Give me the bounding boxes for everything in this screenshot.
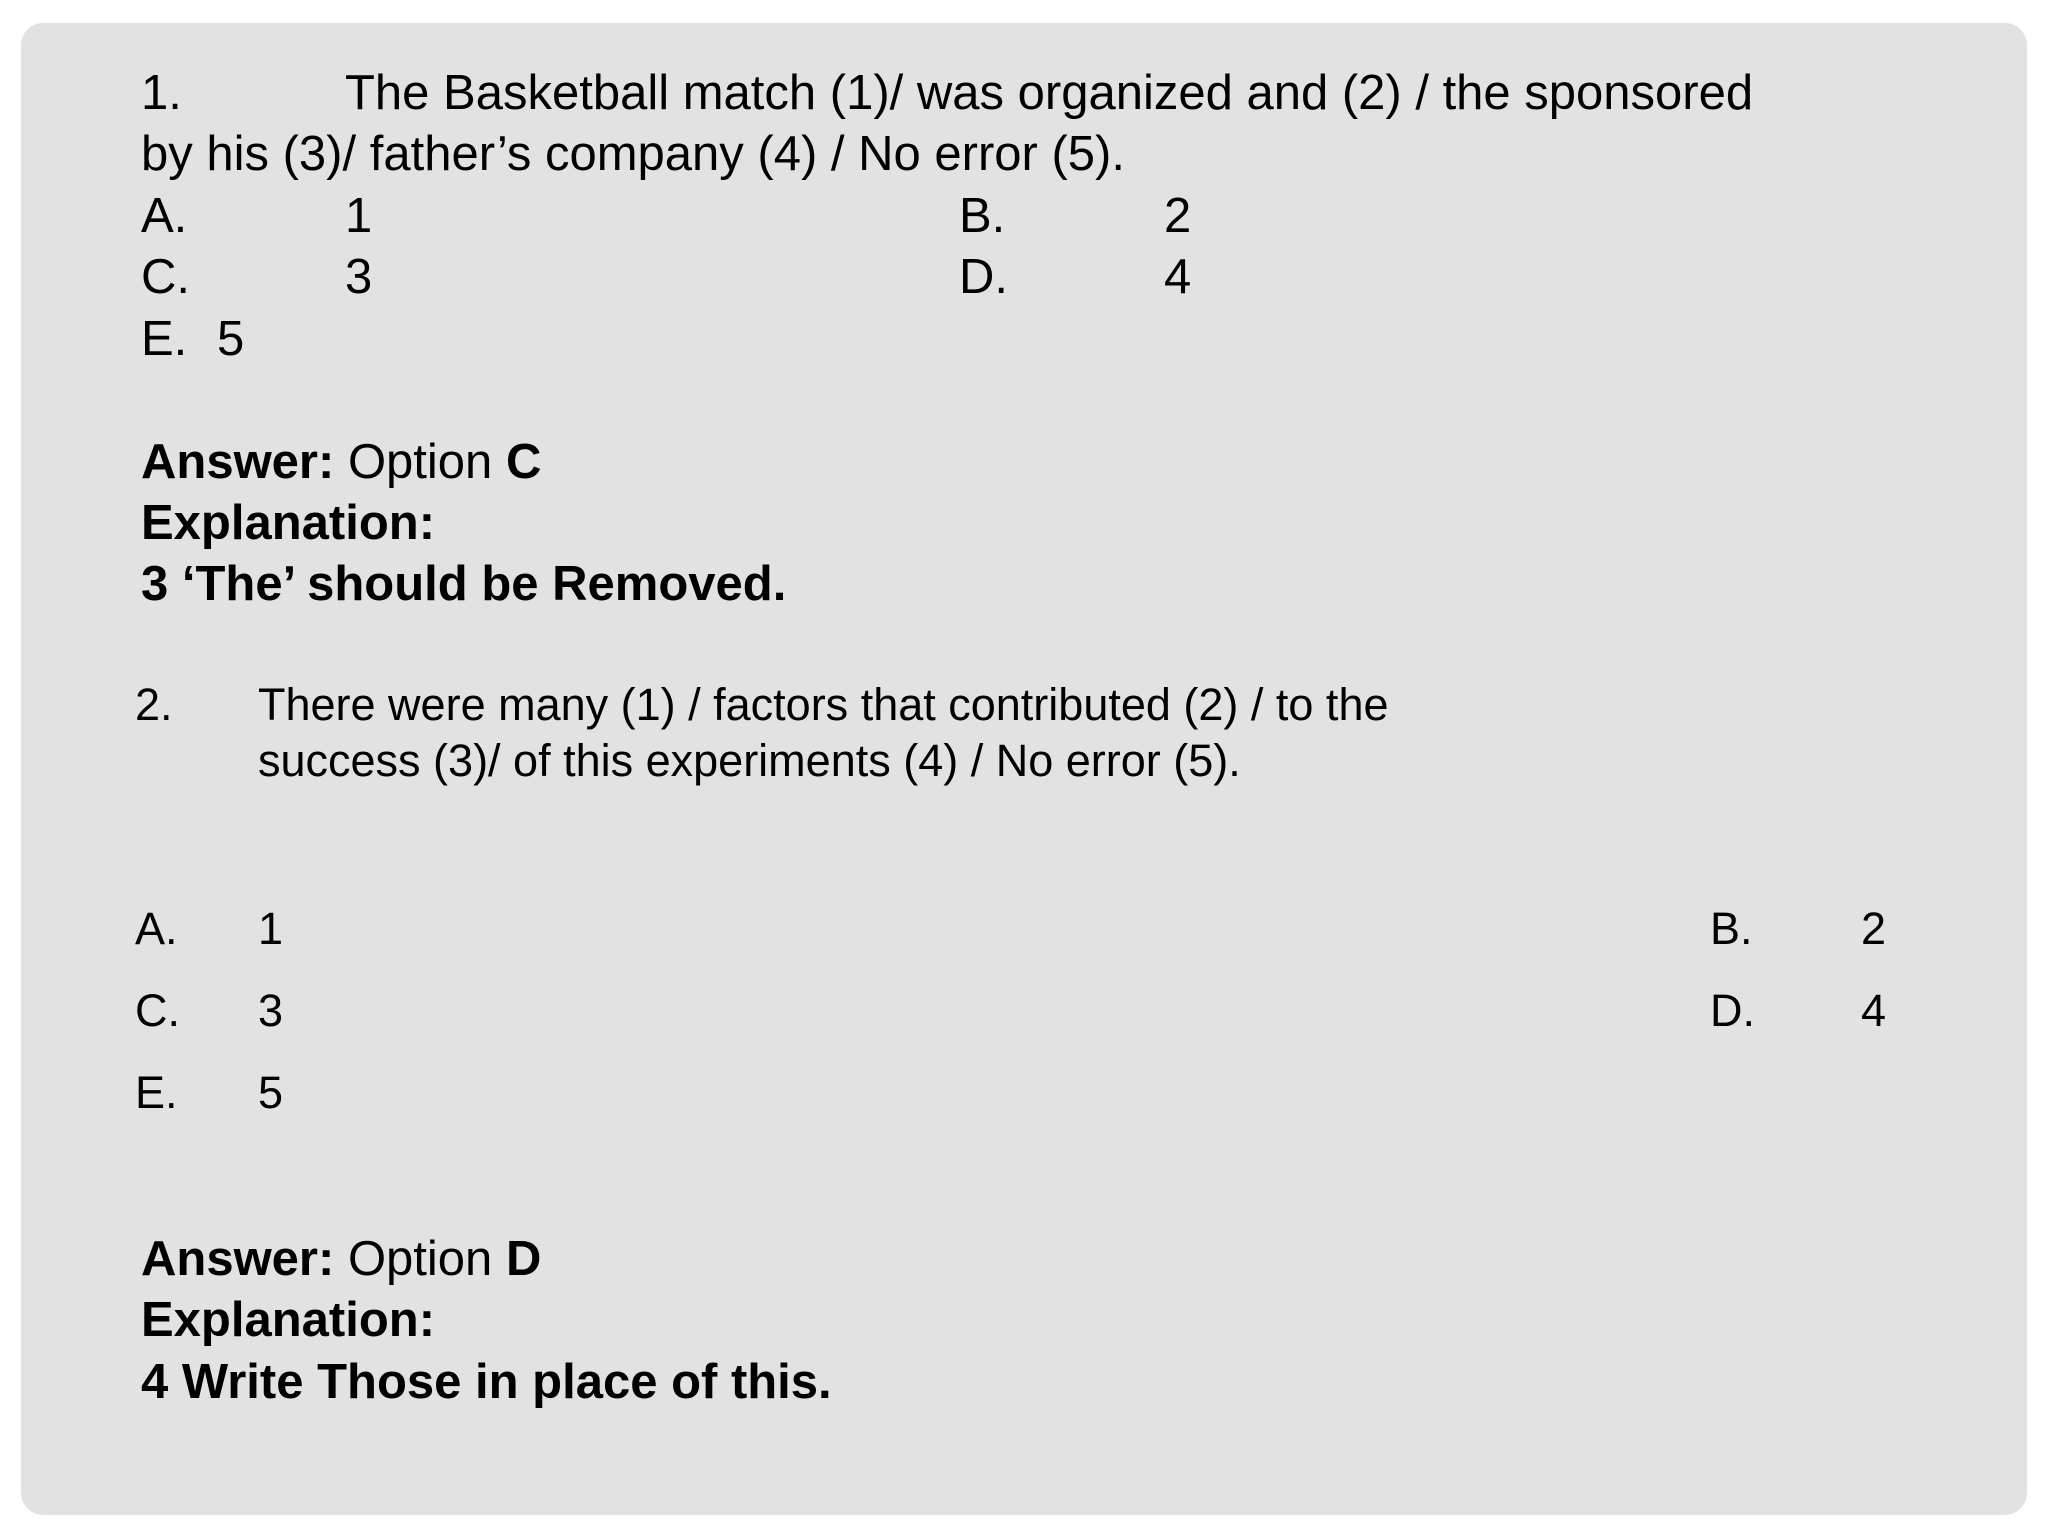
- q1-option-e-letter: E.: [141, 312, 188, 366]
- q2-option-d-value: 4: [1861, 985, 1887, 1036]
- q2-text-line2: success (3)/ of this experiments (4) / No error (5).: [258, 735, 1241, 786]
- q1-answer-text: Option: [334, 435, 506, 489]
- q1-option-a-letter: A.: [141, 189, 188, 243]
- q1-option-c-letter: C.: [141, 250, 190, 304]
- q2-explanation-text: 4 Write Those in place of this.: [141, 1355, 832, 1409]
- q1-answer-option: C: [505, 435, 542, 489]
- q2-option-a-value: 1: [258, 903, 284, 954]
- q1-text-line1: The Basketball match (1)/ was organized and (2) / the sponsored: [345, 66, 1754, 120]
- q2-text-line1: There were many (1) / factors that contributed (2) / to the: [258, 679, 1389, 730]
- q1-option-d-value: 4: [1164, 250, 1192, 304]
- q1-option-a-value: 1: [345, 189, 373, 243]
- q2-option-b-letter: B.: [1710, 903, 1753, 954]
- q1-option-e-value: 5: [217, 312, 245, 366]
- q1-number: 1.: [141, 66, 182, 120]
- q1-option-b-letter: B.: [959, 189, 1006, 243]
- q2-option-e-value: 5: [258, 1067, 284, 1118]
- q2-option-c-letter: C.: [135, 985, 180, 1036]
- q2-option-d-letter: D.: [1710, 985, 1755, 1036]
- q1-explanation-text: 3 ‘The’ should be Removed.: [141, 557, 787, 611]
- q2-answer-label: Answer:: [141, 1232, 335, 1286]
- q1-text-line2: by his (3)/ father’s company (4) / No error (5).: [141, 127, 1125, 181]
- q2-option-c-value: 3: [258, 985, 284, 1036]
- q2-answer-option: D: [505, 1232, 542, 1286]
- q1-explanation-label: Explanation:: [141, 496, 436, 550]
- q1-option-b-value: 2: [1164, 189, 1192, 243]
- q2-answer: [141, 1229, 541, 1290]
- q2-option-a-letter: A.: [135, 903, 178, 954]
- q2-answer-text: Option: [334, 1232, 506, 1286]
- slide: [21, 23, 2027, 1515]
- q2-option-e-letter: E.: [135, 1067, 178, 1118]
- q2-number: 2.: [135, 679, 173, 730]
- q2-explanation-label: Explanation:: [141, 1293, 436, 1347]
- q1-option-d-letter: D.: [959, 250, 1008, 304]
- q1-answer-label: Answer:: [141, 435, 335, 489]
- q1-option-c-value: 3: [345, 250, 373, 304]
- q2-option-b-value: 2: [1861, 903, 1887, 954]
- q1-answer: [141, 432, 541, 493]
